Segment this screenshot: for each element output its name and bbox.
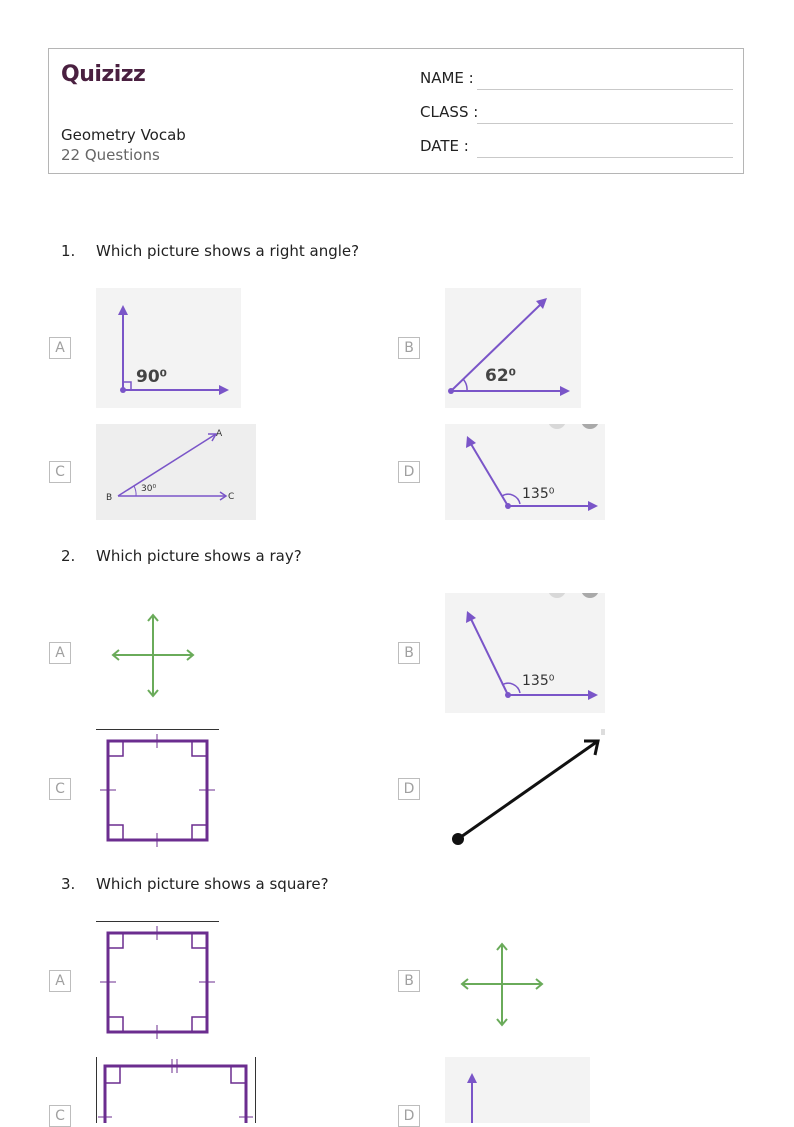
question-number: 3.: [61, 875, 76, 893]
option-letter[interactable]: B: [398, 642, 420, 664]
name-label: NAME :: [420, 69, 474, 87]
date-label: DATE :: [420, 137, 469, 155]
worksheet-title: Geometry Vocab: [61, 126, 186, 144]
option-letter[interactable]: A: [49, 970, 71, 992]
svg-text:135⁰: 135⁰: [522, 486, 555, 502]
class-line[interactable]: [477, 123, 733, 124]
svg-text:135⁰: 135⁰: [522, 673, 555, 689]
obtuse-angle-image[interactable]: [445, 593, 605, 713]
worksheet-header: [48, 48, 744, 174]
acute-angle-image[interactable]: [445, 288, 581, 408]
svg-text:30⁰: 30⁰: [141, 484, 157, 494]
option-letter[interactable]: C: [49, 1105, 71, 1127]
option-letter[interactable]: B: [398, 337, 420, 359]
option-letter[interactable]: A: [49, 337, 71, 359]
option-letter[interactable]: D: [398, 1105, 420, 1127]
intersecting-lines-image[interactable]: [96, 600, 211, 710]
option-letter[interactable]: D: [398, 778, 420, 800]
question-number: 2.: [61, 547, 76, 565]
option-letter[interactable]: C: [49, 778, 71, 800]
svg-text:C: C: [228, 492, 235, 502]
svg-text:90⁰: 90⁰: [136, 367, 168, 387]
question-text: Which picture shows a square?: [96, 875, 329, 893]
rectangle-image[interactable]: [96, 1057, 256, 1123]
date-line[interactable]: [477, 157, 733, 158]
svg-text:62⁰: 62⁰: [485, 366, 517, 386]
right-angle-image[interactable]: [96, 288, 241, 408]
intersecting-lines-image[interactable]: [445, 929, 560, 1039]
question-text: Which picture shows a right angle?: [96, 242, 360, 260]
obtuse-angle-image[interactable]: [445, 424, 605, 520]
square-image[interactable]: [96, 921, 219, 1041]
square-image[interactable]: [96, 729, 219, 849]
ray-image[interactable]: [445, 729, 605, 849]
option-letter[interactable]: D: [398, 461, 420, 483]
vertical-ray-image[interactable]: [445, 1057, 590, 1123]
question-number: 1.: [61, 242, 76, 260]
question-count: 22 Questions: [61, 146, 160, 164]
class-label: CLASS :: [420, 103, 479, 121]
svg-text:A: A: [216, 429, 223, 439]
name-line[interactable]: [477, 89, 733, 90]
svg-text:Quizizz: Quizizz: [61, 62, 146, 87]
option-letter[interactable]: A: [49, 642, 71, 664]
angle-abc-image[interactable]: [96, 424, 256, 520]
quizizz-logo: [61, 59, 153, 87]
option-letter[interactable]: C: [49, 461, 71, 483]
option-letter[interactable]: B: [398, 970, 420, 992]
svg-text:B: B: [106, 493, 113, 503]
question-text: Which picture shows a ray?: [96, 547, 302, 565]
